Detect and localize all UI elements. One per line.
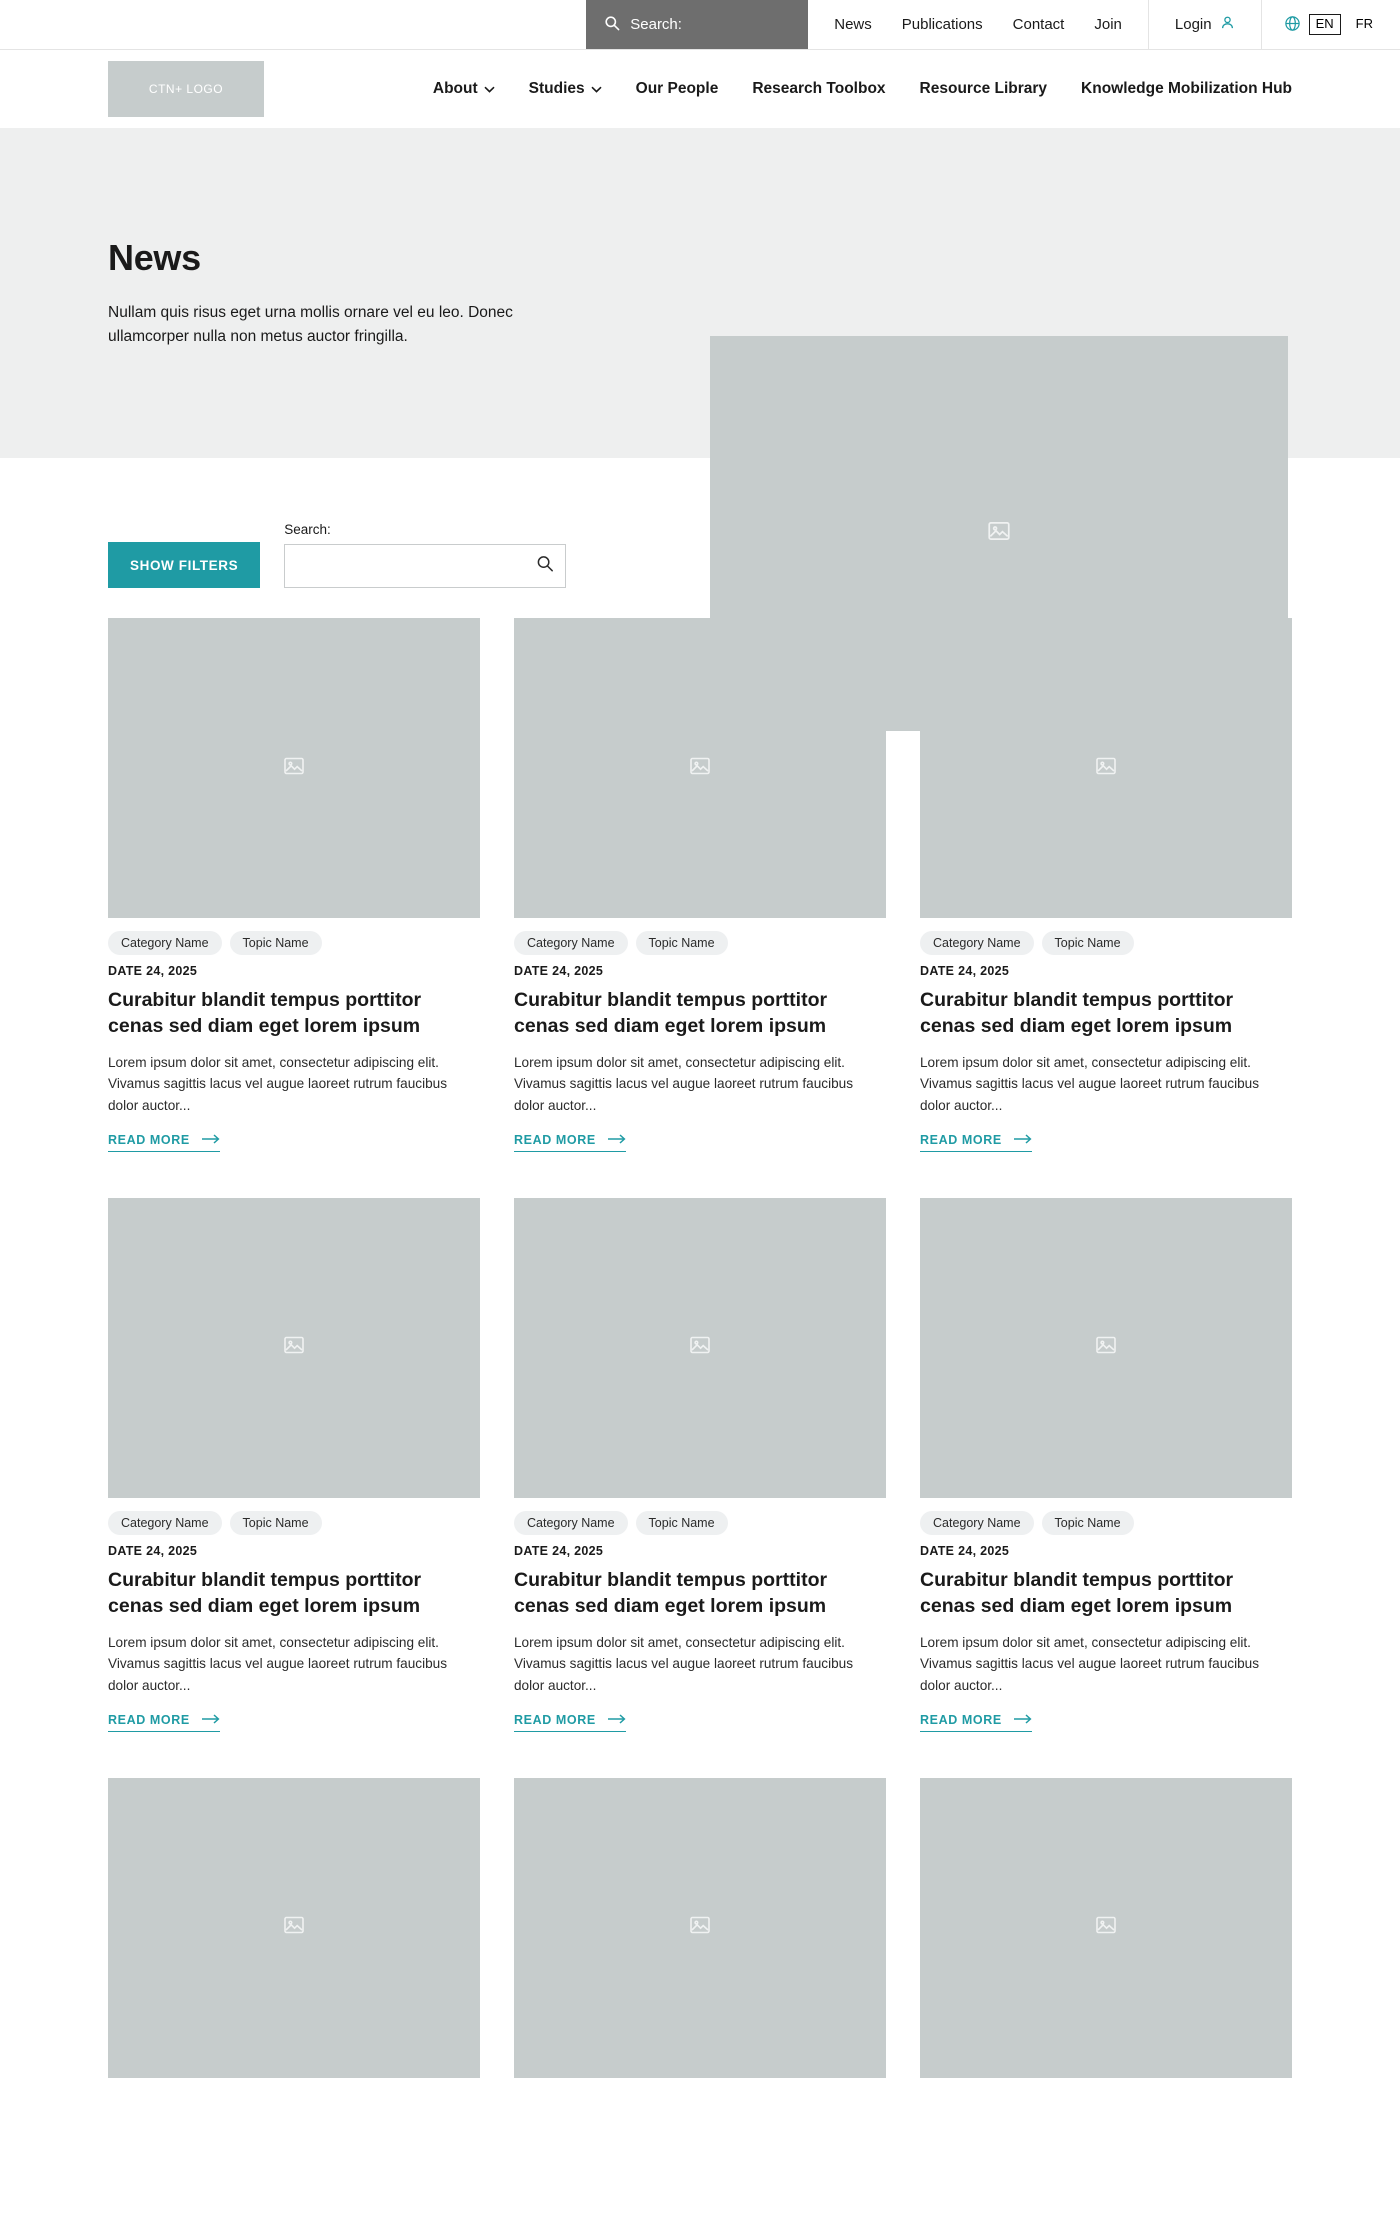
login-button[interactable] <box>1148 0 1262 49</box>
read-more-link[interactable] <box>920 1133 1032 1152</box>
read-more-label: READ MORE <box>920 1132 1002 1147</box>
card-description: Lorem ipsum dolor sit amet, consectetur adipiscing elit. Vivamus sagittis lacus vel augue laoreet rutrum faucibus dolor auctor... <box>108 1054 448 1114</box>
hero-section <box>0 128 1400 458</box>
user-icon <box>1220 15 1235 34</box>
news-card[interactable] <box>108 1198 480 1732</box>
chevron-down-icon <box>591 80 602 98</box>
card-image-placeholder <box>920 1198 1292 1498</box>
utility-link-publications[interactable]: Publications <box>901 16 983 33</box>
search-input[interactable] <box>284 544 566 588</box>
search-icon <box>604 15 620 35</box>
card-tags <box>108 931 480 955</box>
card-description: Lorem ipsum dolor sit amet, consectetur adipiscing elit. Vivamus sagittis lacus vel augue laoreet rutrum faucibus dolor auctor... <box>514 1634 854 1693</box>
image-placeholder-icon <box>688 1333 712 1362</box>
language-fr-button[interactable]: FR <box>1349 14 1380 34</box>
card-title[interactable]: Curabitur blandit tempus porttitor cenas sed diam eget lorem ipsum <box>108 1568 422 1618</box>
image-placeholder-icon <box>688 754 712 783</box>
image-placeholder-icon <box>986 518 1012 549</box>
globe-icon <box>1284 15 1301 35</box>
utility-link-join[interactable]: Join <box>1094 16 1122 33</box>
nav-item-about[interactable] <box>433 80 495 98</box>
topic-tag[interactable]: Topic Name <box>230 1511 322 1535</box>
image-placeholder-icon <box>282 754 306 783</box>
card-date: DATE 24, 2025 <box>920 964 1010 978</box>
search-field-wrapper <box>284 544 566 588</box>
image-placeholder-icon <box>282 1333 306 1362</box>
show-filters-button[interactable]: SHOW FILTERS <box>108 542 260 588</box>
read-more-label: READ MORE <box>514 1712 596 1727</box>
nav-label-resource-library: Resource Library <box>919 80 1048 97</box>
card-tags <box>108 1511 480 1535</box>
nav-item-research-toolbox[interactable] <box>752 80 885 98</box>
card-description: Lorem ipsum dolor sit amet, consectetur adipiscing elit. Vivamus sagittis lacus vel augue laoreet rutrum faucibus dolor auctor... <box>108 1634 448 1693</box>
utility-link-news[interactable]: News <box>834 16 872 33</box>
card-description: Lorem ipsum dolor sit amet, consectetur adipiscing elit. Vivamus sagittis lacus vel augue laoreet rutrum faucibus dolor auctor... <box>920 1634 1260 1693</box>
read-more-link[interactable] <box>108 1713 220 1732</box>
login-label: Login <box>1174 16 1212 33</box>
card-tags <box>514 1511 886 1535</box>
nav-item-knowledge-mobilization-hub[interactable] <box>1081 80 1292 98</box>
image-placeholder-icon <box>1094 1333 1118 1362</box>
card-title[interactable]: Curabitur blandit tempus porttitor cenas sed diam eget lorem ipsum <box>108 989 422 1038</box>
card-date: DATE 24, 2025 <box>108 1543 198 1558</box>
nav-label-research-toolbox: Research Toolbox <box>752 80 886 97</box>
nav-item-studies[interactable] <box>529 80 602 98</box>
arrow-right-icon <box>608 1133 626 1147</box>
page-title: News <box>108 236 201 278</box>
image-placeholder-icon <box>1094 754 1118 783</box>
card-image-placeholder <box>108 1778 480 2078</box>
arrow-right-icon <box>202 1713 220 1727</box>
image-placeholder-icon <box>1094 1913 1118 1942</box>
read-more-link[interactable] <box>514 1713 626 1732</box>
search-label: Search: <box>284 522 331 537</box>
card-image-placeholder <box>514 1198 886 1498</box>
card-description: Lorem ipsum dolor sit amet, consectetur adipiscing elit. Vivamus sagittis lacus vel augue laoreet rutrum faucibus dolor auctor... <box>514 1054 854 1114</box>
category-tag[interactable]: Category Name <box>108 1511 222 1535</box>
read-more-label: READ MORE <box>514 1132 596 1147</box>
category-tag[interactable]: Category Name <box>108 931 222 955</box>
card-title[interactable]: Curabitur blandit tempus porttitor cenas sed diam eget lorem ipsum <box>920 989 1234 1038</box>
image-placeholder-icon <box>282 1913 306 1942</box>
arrow-right-icon <box>608 1713 626 1727</box>
topic-tag[interactable]: Topic Name <box>1042 931 1134 955</box>
card-tags <box>920 1511 1292 1535</box>
utility-search-label: Search: <box>630 16 682 33</box>
news-card-grid <box>0 588 1400 2171</box>
card-date: DATE 24, 2025 <box>514 1543 604 1558</box>
utility-link-contact[interactable]: Contact <box>1012 16 1065 33</box>
topic-tag[interactable]: Topic Name <box>636 1511 728 1535</box>
chevron-down-icon <box>484 80 495 98</box>
card-image-placeholder <box>108 1198 480 1498</box>
category-tag[interactable]: Category Name <box>514 931 628 955</box>
category-tag[interactable]: Category Name <box>920 931 1034 955</box>
card-image-placeholder <box>920 1778 1292 2078</box>
hero-image-placeholder <box>710 336 1288 731</box>
image-placeholder-icon <box>688 1913 712 1942</box>
card-date: DATE 24, 2025 <box>920 1543 1010 1558</box>
search-group <box>284 522 566 588</box>
card-date: DATE 24, 2025 <box>108 964 198 978</box>
news-card[interactable] <box>514 1778 886 2091</box>
nav-label-knowledge-mobilization-hub: Knowledge Mobilization Hub <box>1081 80 1292 97</box>
card-tags <box>920 931 1292 955</box>
language-en-button[interactable]: EN <box>1309 14 1341 34</box>
card-tags <box>514 931 886 955</box>
news-card[interactable] <box>514 1198 886 1732</box>
nav-item-resource-library[interactable] <box>920 80 1048 98</box>
read-more-label: READ MORE <box>108 1132 190 1147</box>
nav-label-about: About <box>432 80 478 97</box>
topic-tag[interactable]: Topic Name <box>636 931 728 955</box>
card-date: DATE 24, 2025 <box>514 964 604 978</box>
category-tag[interactable]: Category Name <box>514 1511 628 1535</box>
card-description: Lorem ipsum dolor sit amet, consectetur adipiscing elit. Vivamus sagittis lacus vel augue laoreet rutrum faucibus dolor auctor... <box>920 1054 1260 1114</box>
read-more-link[interactable] <box>920 1713 1032 1732</box>
card-title[interactable]: Curabitur blandit tempus porttitor cenas sed diam eget lorem ipsum <box>514 1568 828 1618</box>
news-card[interactable] <box>920 1778 1292 2091</box>
arrow-right-icon <box>1014 1713 1032 1727</box>
category-tag[interactable]: Category Name <box>920 1511 1034 1535</box>
utility-links <box>808 0 1148 49</box>
arrow-right-icon <box>1014 1133 1032 1147</box>
news-card[interactable] <box>920 1198 1292 1732</box>
utility-bar <box>0 0 1400 50</box>
card-title[interactable]: Curabitur blandit tempus porttitor cenas sed diam eget lorem ipsum <box>514 989 828 1038</box>
main-navigation <box>433 80 1292 98</box>
news-card[interactable] <box>108 1778 480 2091</box>
read-more-link[interactable] <box>514 1133 626 1152</box>
hero-description: Nullam quis risus eget urna mollis ornare vel eu leo. Donec ullamcorper nulla non metus auctor fringilla. <box>108 303 513 345</box>
search-icon[interactable] <box>536 555 554 578</box>
read-more-label: READ MORE <box>920 1712 1002 1727</box>
site-logo[interactable]: CTN+ LOGO <box>108 61 264 117</box>
site-header <box>0 50 1400 128</box>
language-switcher <box>1262 0 1400 49</box>
card-image-placeholder <box>514 1778 886 2078</box>
nav-item-our-people[interactable] <box>636 80 719 98</box>
utility-search[interactable] <box>586 0 808 49</box>
card-image-placeholder <box>108 618 480 918</box>
card-title[interactable]: Curabitur blandit tempus porttitor cenas sed diam eget lorem ipsum <box>920 1568 1234 1618</box>
topic-tag[interactable]: Topic Name <box>1042 1511 1134 1535</box>
arrow-right-icon <box>202 1133 220 1147</box>
nav-label-our-people: Our People <box>635 80 719 97</box>
nav-label-studies: Studies <box>528 80 585 97</box>
hero-text <box>108 237 668 349</box>
news-card[interactable] <box>108 618 480 1152</box>
read-more-link[interactable] <box>108 1133 220 1152</box>
topic-tag[interactable]: Topic Name <box>230 931 322 955</box>
read-more-label: READ MORE <box>108 1712 190 1727</box>
